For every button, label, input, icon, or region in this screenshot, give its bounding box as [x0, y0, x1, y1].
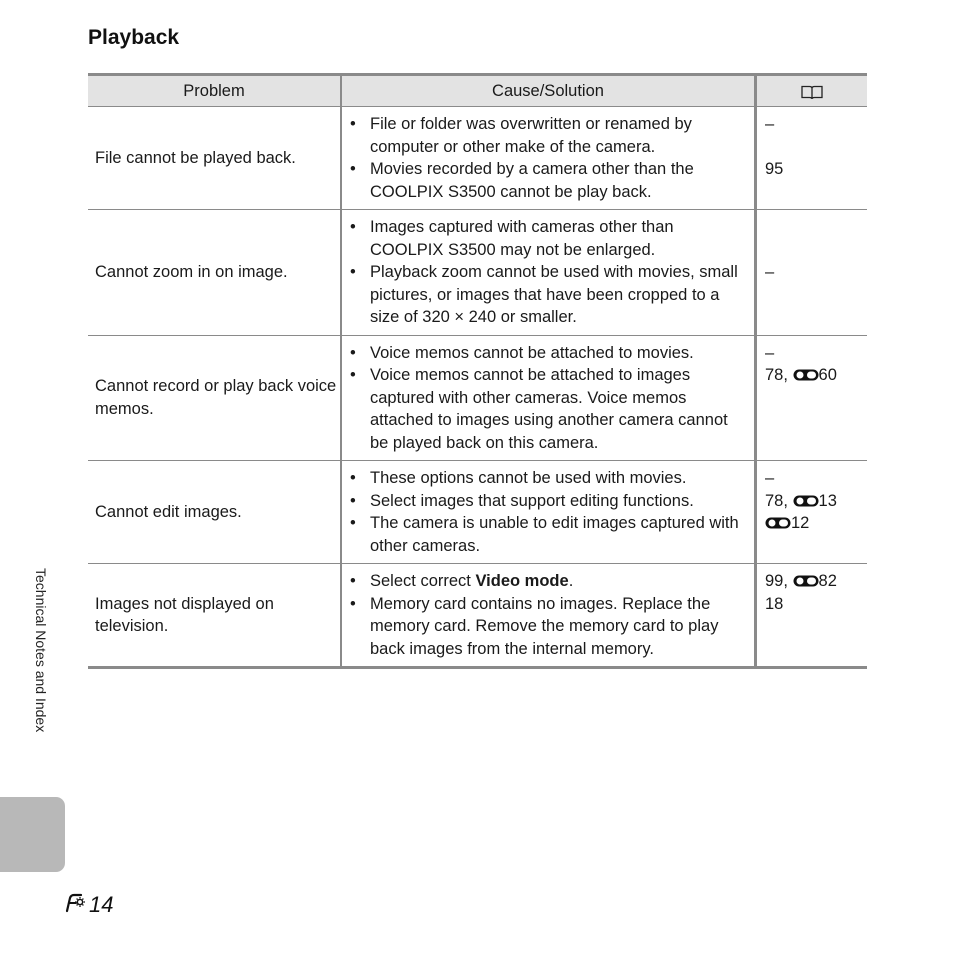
- technical-notes-icon: [61, 890, 87, 920]
- page-number-text: 14: [89, 892, 114, 917]
- cause-cell: [341, 335, 756, 461]
- ref-section-icon: [793, 365, 819, 377]
- reference-cell: [756, 564, 868, 668]
- reference-item: –: [765, 115, 775, 133]
- reference-text: 18: [765, 594, 784, 613]
- cause-text: .: [568, 572, 574, 590]
- table-row: [88, 107, 867, 210]
- cause-cell: [341, 461, 756, 564]
- cause-item: • Voice memos cannot be attached to movies.: [370, 342, 746, 365]
- cause-item: • Images captured with cameras other than COOLPIX S3500 may not be enlarged.: [370, 216, 746, 261]
- cause-item: • Select images that support editing functions.: [370, 490, 746, 513]
- problem-cell: File cannot be played back.: [88, 107, 341, 210]
- cause-item: • Memory card contains no images. Replace the memory card. Remove the memory card to play back images from the internal memory.: [370, 593, 746, 661]
- reference-text: 12: [791, 514, 810, 532]
- reference-item: [765, 490, 861, 513]
- cause-text: Select correct: [370, 572, 476, 590]
- reference-text: 60: [818, 366, 837, 384]
- reference-item: [765, 467, 861, 490]
- reference-cell: [756, 107, 868, 210]
- reference-item: –: [765, 263, 775, 281]
- setting-name: Video mode: [475, 572, 569, 590]
- page-number: [61, 890, 113, 920]
- ref-section-icon: [793, 491, 819, 503]
- problem-cell: Cannot record or play back voice memos.: [88, 335, 341, 461]
- cause-cell: [341, 210, 756, 336]
- reference-text: 78,: [765, 366, 793, 384]
- cause-item: • Voice memos cannot be attached to images captured with other cameras. Voice memos attached to images using another camera cannot be played back on this camera.: [370, 364, 746, 454]
- cause-item: • Playback zoom cannot be used with movies, small pictures, or images that have been cropped to a size of 320 × 240 or smaller.: [370, 261, 746, 329]
- table-header-row: [88, 75, 867, 107]
- section-title: Playback: [88, 26, 180, 49]
- cause-item: • The camera is unable to edit images captured with other cameras.: [370, 512, 746, 557]
- cause-item: • File or folder was overwritten or renamed by computer or other make of the camera.: [370, 113, 746, 158]
- problem-cell: Cannot edit images.: [88, 461, 341, 564]
- table-row: [88, 461, 867, 564]
- table-row: [88, 564, 867, 668]
- reference-item: [765, 136, 861, 159]
- ref-section-icon: [765, 513, 791, 525]
- header-cause-solution: Cause/Solution: [341, 75, 756, 107]
- reference-item: [765, 364, 861, 387]
- cause-item: [370, 570, 746, 593]
- ref-section-icon: [793, 571, 819, 583]
- header-problem: Problem: [88, 75, 341, 107]
- reference-cell: [756, 335, 868, 461]
- reference-item: [765, 342, 861, 365]
- reference-text: 82: [818, 572, 837, 590]
- troubleshooting-table: [88, 73, 867, 669]
- table-row: [88, 210, 867, 336]
- reference-item: 95: [765, 160, 784, 178]
- reference-cell: [756, 210, 868, 336]
- cause-item: • Movies recorded by a camera other than the COOLPIX S3500 cannot be play back.: [370, 158, 746, 203]
- cause-cell: [341, 564, 756, 668]
- reference-text: 13: [818, 491, 837, 510]
- reference-item: [765, 570, 861, 593]
- reference-cell: [756, 461, 868, 564]
- table-row: [88, 335, 867, 461]
- reference-text: 78,: [765, 491, 793, 510]
- reference-item: [765, 593, 861, 616]
- book-icon: [801, 84, 823, 99]
- reference-text: –: [765, 469, 775, 487]
- header-reference: [756, 75, 868, 107]
- reference-item: [765, 512, 861, 535]
- reference-text: –: [765, 343, 775, 362]
- problem-cell: Cannot zoom in on image.: [88, 210, 341, 336]
- problem-cell: Images not displayed on television.: [88, 564, 341, 668]
- cause-item: • These options cannot be used with movies.: [370, 467, 746, 490]
- sidebar-label: Technical Notes and Index: [33, 568, 49, 733]
- sidebar-tab: [0, 797, 65, 872]
- cause-cell: [341, 107, 756, 210]
- reference-text: 99,: [765, 572, 793, 590]
